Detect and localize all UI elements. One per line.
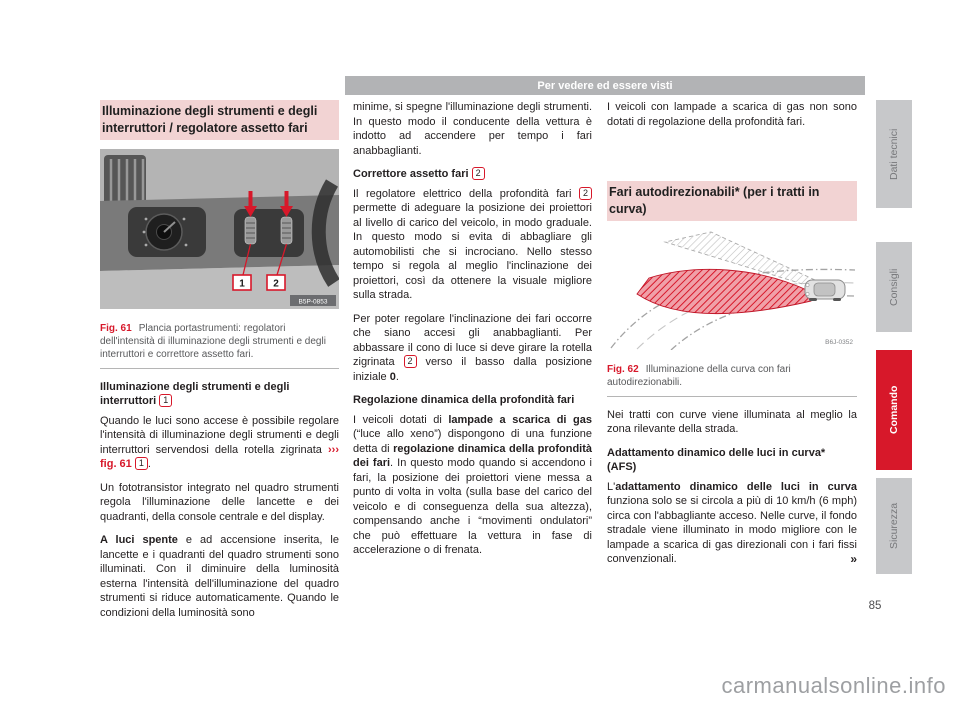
figure-62-code: B6J-0352: [825, 339, 853, 346]
page-number: 85: [868, 600, 882, 612]
paragraph-xenon: I veicoli dotati di lampade a scarica di gas (“luce allo xeno”) dispongono di una funzione detta di regolazione dinamica della profondità dei fari. In questo modo quando si accendono i fari, la posizione dei proiettori viene messa a punto di volta in volta (sulla base del carico del veicolo e di conseguenza della sua altezza), compensando anche i “movimenti ondulatori” che può effettuare la vettura in fase di accelerazione o di frenata.: [353, 413, 593, 556]
subheading-instrument-lighting: Illuminazione degli strumenti e degli interruttori 1: [100, 380, 290, 407]
callout-badge-2: 2: [579, 187, 592, 200]
chapter-header-bar: [345, 76, 865, 95]
dashboard-photo: [100, 149, 339, 309]
figure-62: [607, 230, 857, 397]
callout-badge-1: 1: [159, 394, 172, 407]
figure-62-image: [607, 230, 857, 358]
paragraph-phototransistor: Un fototransistor integrato nel quadro strumenti regola l'illuminazione delle lancette e dei quadranti, della console centrale e del display.: [100, 481, 339, 523]
continuation-marker: »: [850, 552, 857, 566]
car-icon: [805, 280, 845, 301]
figure-62-label: Fig. 62: [607, 363, 639, 375]
side-tab-sicurezza: Sicurezza: [876, 478, 912, 574]
figure-61-callout-2: 2: [273, 278, 279, 290]
paragraph-gas-discharge: I veicoli con lampade a scarica di gas non sono dotati di regolazione della profondità fari.: [607, 101, 857, 128]
paragraph-minimal-light: minime, si spegne l'illuminazione degli strumenti. In questo modo il conducente della vettura è indotto ad accendere per tempo i fari anabbaglianti.: [353, 101, 592, 157]
watermark: carmanualsonline.info: [721, 673, 946, 698]
callout-badge-2: 2: [472, 167, 485, 180]
figure-61: [100, 149, 339, 369]
paragraph-beam-lowering: Per poter regolare l'inclinazione dei fari occorre che siano accesi gli anabbaglianti. Per abbassare il cono di luce si deve girare la rotella zigrinata 2 verso il basso dalla posizione iniziale 0.: [353, 312, 593, 383]
side-tab-dati-tecnici: Dati tecnici: [876, 100, 912, 208]
figure-61-caption: Fig. 61 Plancia portastrumenti: regolatori dell'intensità di illuminazione degli strumenti e degli interruttori e correttore assetto fari.: [100, 317, 339, 369]
callout-badge-1: 1: [135, 457, 148, 470]
figure-61-callout-1: 1: [239, 278, 245, 290]
paragraph-dimmer: Quando le luci sono accese è possibile regolare l'intensità di illuminazione degli strumenti e degli interruttori servendosi della rotella zigrinata ››› fig. 61 1 .: [100, 414, 339, 470]
paragraph-lights-off: A luci spente e ad accensione inserita, le lancette e i quadranti del quadro strumenti sono illuminati. Con il diminuire della luminosità esterna l'intensità dell'illuminazione del quadro strumenti si riduce automaticamente. Quando le condizioni della luminosità sono: [100, 534, 339, 619]
figure-62-caption: Fig. 62 Illuminazione della curva con fari autodirezionabili.: [607, 358, 857, 397]
side-tab-consigli: Consigli: [876, 242, 912, 332]
column-left: [100, 100, 339, 629]
section-title-cornering-lights: Fari autodirezionabili* (per i tratti in curva): [607, 181, 857, 221]
figure-61-code: B5P-0853: [298, 298, 328, 306]
figure-61-image: [100, 149, 339, 317]
figure-61-label: Fig. 61: [100, 322, 132, 334]
paragraph-curve-zone: Nei tratti con curve viene illuminata al meglio la zona rilevante della strada.: [607, 408, 857, 435]
figure-61-reference: ››› fig. 61: [100, 443, 339, 470]
section-title-instrument-lighting: Illuminazione degli strumenti e degli interruttori / regolatore assetto fari: [100, 100, 339, 140]
subheading-dynamic-range: Regolazione dinamica della profondità fari: [353, 394, 575, 406]
column-middle: [353, 100, 592, 567]
callout-badge-2: 2: [404, 355, 417, 368]
paragraph-afs-detail: L'adattamento dinamico delle luci in curva funziona solo se si circola a più di 10 km/h (6 mph) circa con l'abbagliante acceso. Nelle curve, il fondo stradale viene illuminato in modo migliore con le lampade a scarica di gas direzionali con i fari fissi convenzionali. »: [607, 480, 857, 566]
subheading-afs: Adattamento dinamico delle luci in curva* (AFS): [607, 446, 826, 473]
paragraph-beam-regulator: Il regolatore elettrico della profondità fari 2 permette di adeguare la posizione dei proiettori al livello di carico del veicolo, in modo graduale. In questo modo si evita di abbagliare gli automobilisti che si incrociano. Nello stesso tempo si regola al meglio l'inclinazione dei proiettori, così da ottenere la visuale migliore sulla strada.: [353, 187, 592, 301]
column-right: [607, 100, 857, 576]
subheading-beam-adjuster: Correttore assetto fari 2: [353, 167, 592, 182]
chapter-title: Per vedere ed essere visti: [537, 79, 673, 92]
side-tab-comando: Comando: [876, 350, 912, 470]
dimmer-thumbwheel: [245, 217, 256, 244]
curve-illumination-diagram: [607, 230, 857, 350]
beam-adjust-thumbwheel: [281, 217, 292, 244]
